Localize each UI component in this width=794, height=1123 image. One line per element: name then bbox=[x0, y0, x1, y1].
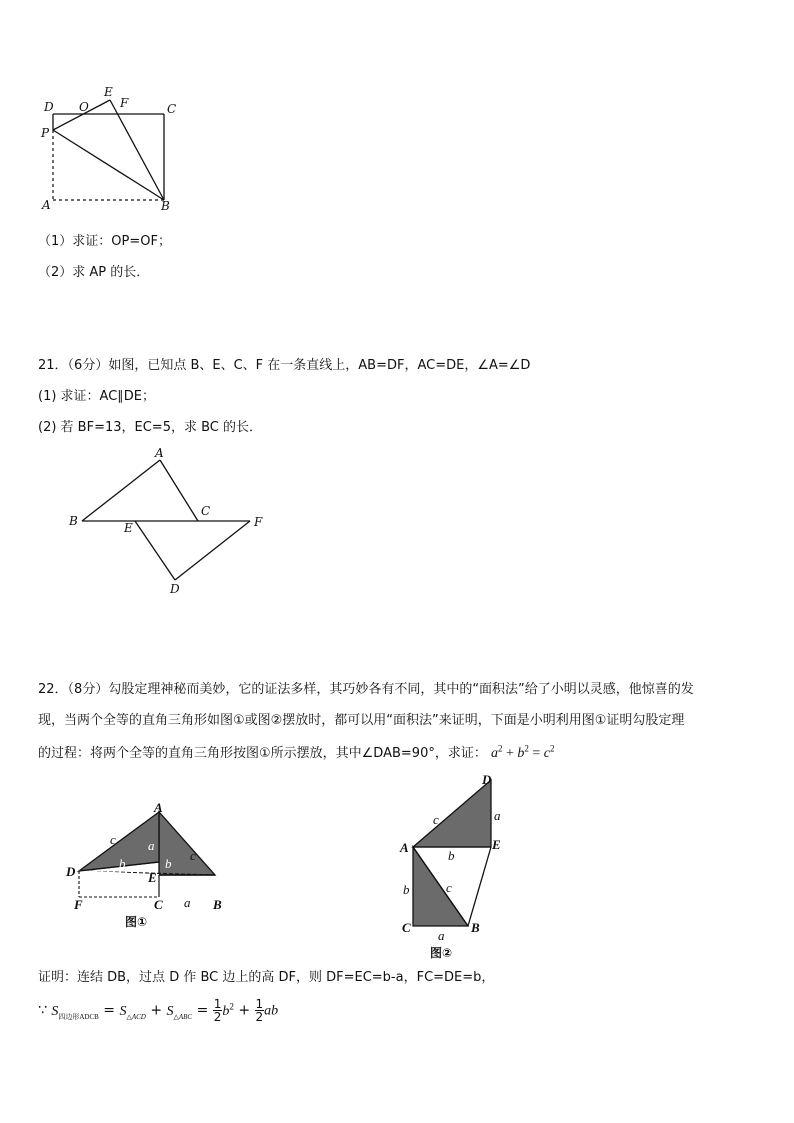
q20-label-a: A bbox=[42, 198, 51, 212]
q22-proof-line2 bbox=[38, 998, 278, 1023]
fig1-caption: 图① bbox=[125, 915, 148, 929]
fig1-label-d: D bbox=[66, 864, 76, 879]
q20-label-o: O bbox=[79, 100, 89, 114]
fig1-side-a-inner: a bbox=[148, 838, 155, 853]
q21-label-f: F bbox=[254, 515, 263, 529]
triangle-ade-shaded bbox=[413, 780, 491, 847]
equals-1: = bbox=[103, 1002, 116, 1019]
q20-figure bbox=[30, 85, 230, 215]
q20-label-e: E bbox=[104, 85, 113, 99]
fig1-side-b-right: b bbox=[165, 856, 172, 871]
fig1-label-f: F bbox=[74, 897, 83, 912]
fig2-side-b-left: b bbox=[403, 882, 410, 897]
area-quad: $S_{四边形ADCB}$ bbox=[51, 1003, 99, 1021]
segment-pb bbox=[53, 130, 164, 200]
fig1-label-e: E bbox=[148, 870, 157, 885]
fig1-label-a: A bbox=[154, 800, 163, 815]
q20-label-p: P bbox=[41, 126, 50, 140]
q20-label-f: F bbox=[120, 96, 129, 110]
segment-eb bbox=[110, 100, 164, 200]
q22-figure-2 bbox=[395, 770, 515, 940]
q22-line3 bbox=[38, 742, 555, 762]
fig2-label-c: C bbox=[402, 920, 411, 935]
fig1-label-c: C bbox=[154, 897, 163, 912]
segment-ac bbox=[160, 460, 198, 521]
segment-eb bbox=[468, 847, 491, 926]
q20-part2: （2）求 AP 的长． bbox=[38, 265, 150, 280]
fig2-side-b-mid: b bbox=[448, 848, 455, 863]
q21-label-b: B bbox=[69, 514, 78, 528]
q20-label-c: C bbox=[167, 102, 177, 116]
q22-figure-1 bbox=[65, 800, 235, 930]
segment-df bbox=[175, 521, 250, 580]
term-b-squared: $b^2$ bbox=[222, 1000, 234, 1019]
q21-label-c: C bbox=[201, 504, 211, 518]
fig1-side-c-right: c bbox=[190, 848, 196, 863]
fig2-side-a-bottom: a bbox=[438, 928, 445, 943]
fraction-half-2: $\frac{1}{2}$ bbox=[255, 997, 264, 1024]
fig2-side-a-right: a bbox=[494, 808, 501, 823]
q22-line2: 现，当两个全等的直角三角形如图①或图②摆放时，都可以用“面积法”来证明，下面是小明利用图①证明勾股定理 bbox=[38, 713, 685, 728]
fig2-caption: 图② bbox=[430, 946, 453, 960]
q21-part2: (2) 若 BF=13，EC=5，求 BC 的长． bbox=[38, 420, 262, 435]
fig1-side-c-left: c bbox=[110, 832, 116, 847]
equals-2: = bbox=[196, 1002, 209, 1019]
q21-stem: 21．（6分）如图，已知点 B、E、C、F 在一条直线上，AB=DF，AC=DE，∠A=∠D bbox=[38, 358, 531, 373]
area-abc: $S_{\triangle ABC}$ bbox=[166, 1003, 193, 1021]
segment-ba bbox=[82, 460, 160, 521]
q21-label-d: D bbox=[170, 582, 180, 596]
fig1-side-b-left: b bbox=[119, 856, 126, 871]
fig1-label-b: B bbox=[213, 897, 222, 912]
q22-line1: 22．（8分）勾股定理神秘而美妙，它的证法多样，其巧妙各有不同，其中的“面积法”给了小明以灵感，他惊喜的发 bbox=[38, 682, 694, 697]
because-symbol: ∵ bbox=[38, 1002, 47, 1019]
q20-label-b: B bbox=[161, 199, 170, 213]
segment-ed bbox=[135, 521, 175, 580]
fig2-side-c-top: c bbox=[433, 812, 439, 827]
q21-label-e: E bbox=[124, 521, 133, 535]
q21-label-a: A bbox=[155, 446, 164, 460]
plus-1: + bbox=[150, 1002, 163, 1019]
q22-line3-text: 的过程：将两个全等的直角三角形按图①所示摆放，其中∠DAB=90°，求证： bbox=[38, 746, 487, 761]
fig2-side-c-diag: c bbox=[446, 880, 452, 895]
fraction-half-1: $\frac{1}{2}$ bbox=[213, 997, 222, 1024]
q21-figure bbox=[60, 445, 280, 595]
fig2-label-a: A bbox=[400, 840, 409, 855]
fig2-label-e: E bbox=[492, 837, 501, 852]
fig2-label-b: B bbox=[471, 920, 480, 935]
fig1-side-a-bottom: a bbox=[184, 895, 191, 910]
q22-goal-formula: $a^2 + b^2 = c^2$ bbox=[490, 743, 555, 761]
fig2-label-d: D bbox=[482, 772, 492, 787]
q20-label-d: D bbox=[44, 100, 54, 114]
q20-part1: （1）求证：OP=OF； bbox=[38, 234, 171, 249]
area-acd: $S_{\triangle ACD}$ bbox=[119, 1003, 146, 1021]
q22-proof-line1: 证明：连结 DB，过点 D 作 BC 边上的高 DF，则 DF=EC=b-a，FC=DE=b， bbox=[38, 970, 495, 985]
q21-part1: (1) 求证：AC∥DE； bbox=[38, 389, 156, 404]
plus-2: + bbox=[238, 1002, 251, 1019]
term-ab: ab bbox=[264, 1003, 279, 1019]
